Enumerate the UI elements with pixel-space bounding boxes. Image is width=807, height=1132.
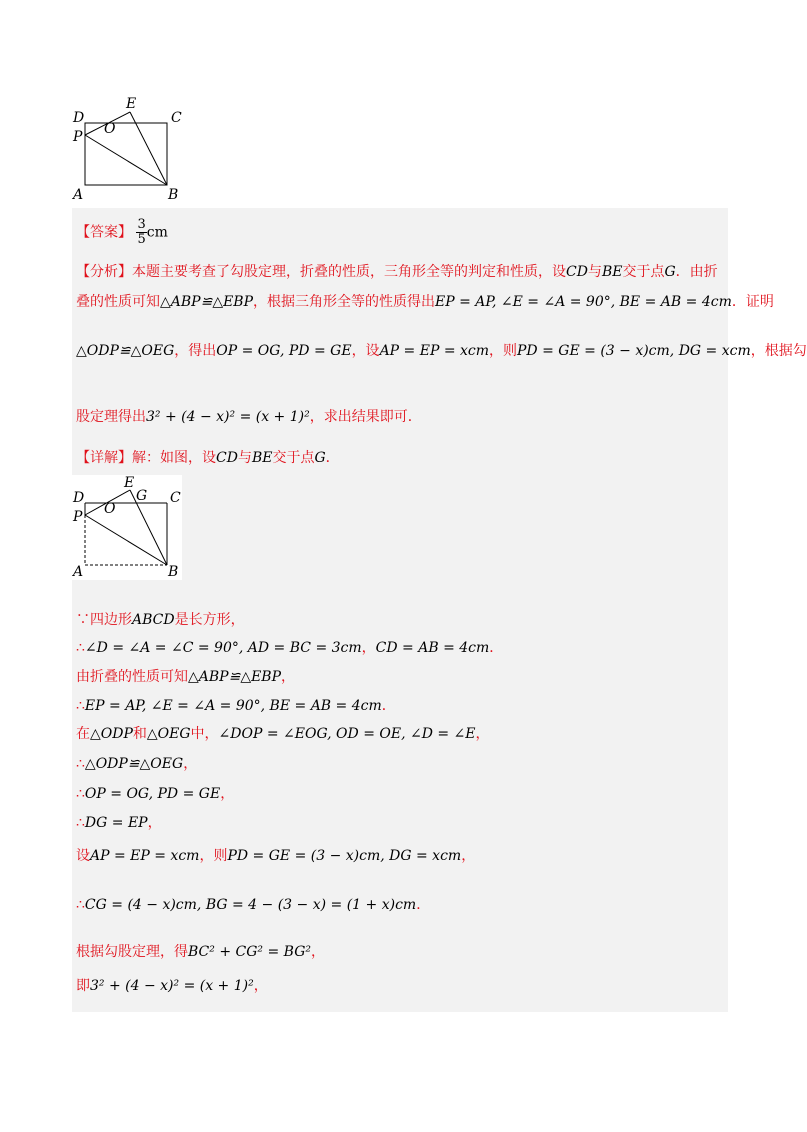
analysis-tag: 【分析】 [76,264,132,280]
detail-heading: 【详解】解：如图，设CD与BE交于点G． [76,450,340,466]
label-A: A [73,187,84,203]
label-O: O [104,121,116,137]
label-O: O [104,501,116,517]
analysis-line-4: 股定理得出3² + (4 − x)² = (x + 1)²，求出结果即可． [76,409,422,425]
label-E: E [126,96,137,112]
label-D: D [73,110,85,126]
detail-step-9: 设AP = EP = xcm，则PD = GE = (3 − x)cm, DG = xcm， [76,848,476,864]
detail-step-11: 根据勾股定理，得BC² + CG² = BG²， [76,944,325,960]
detail-geometry-figure [70,475,182,580]
answer-unit: cm [146,224,168,241]
answer-fraction: $\frac{3}{5}$ [137,217,146,247]
label-B: B [168,187,179,203]
detail-step-7: ∴OP = OG, PD = GE， [76,786,235,802]
label-P: P [73,509,83,525]
label-E: E [124,475,135,491]
analysis-line-3: △ODP≌△OEG，得出OP = OG, PD = GE，设AP = EP = xcm，则PD = GE = (3 − x)cm, DG = xcm，根据勾 [76,343,807,359]
label-C: C [170,490,181,506]
analysis-line-1: 【分析】本题主要考查了勾股定理，折叠的性质，三角形全等的判定和性质，设CD与BE交于点G．由折 [76,264,718,280]
detail-step-1: ∵四边形ABCD是长方形， [76,612,245,628]
label-P: P [73,129,83,145]
label-B: B [168,564,179,580]
top-geometry-figure [70,95,190,205]
detail-step-4: ∴EP = AP, ∠E = ∠A = 90°, BE = AB = 4cm． [76,698,396,714]
label-G: G [136,488,148,504]
label-A: A [73,564,84,580]
detail-step-6: ∴△ODP≌△OEG， [76,756,198,772]
detail-step-5: 在△ODP和△OEG中，∠DOP = ∠EOG, OD = OE, ∠D = ∠E， [76,726,490,742]
detail-tag: 【详解】 [76,450,132,466]
detail-step-8: ∴DG = EP， [76,815,162,831]
detail-step-10: ∴CG = (4 − x)cm, BG = 4 − (3 − x) = (1 + x)cm． [76,897,431,913]
label-C: C [171,110,182,126]
detail-step-12: 即3² + (4 − x)² = (x + 1)²， [76,978,268,994]
answer-tag: 【答案】 [76,224,132,241]
answer-line [76,218,168,247]
label-D: D [73,490,85,506]
detail-step-2: ∴∠D = ∠A = ∠C = 90°, AD = BC = 3cm，CD = AB = 4cm． [76,640,504,656]
analysis-line-2: 叠的性质可知△ABP≌△EBP，根据三角形全等的性质得出EP = AP, ∠E = ∠A = 90°, BE = AB = 4cm．证明 [76,294,774,310]
detail-step-3: 由折叠的性质可知△ABP≌△EBP， [76,669,296,685]
